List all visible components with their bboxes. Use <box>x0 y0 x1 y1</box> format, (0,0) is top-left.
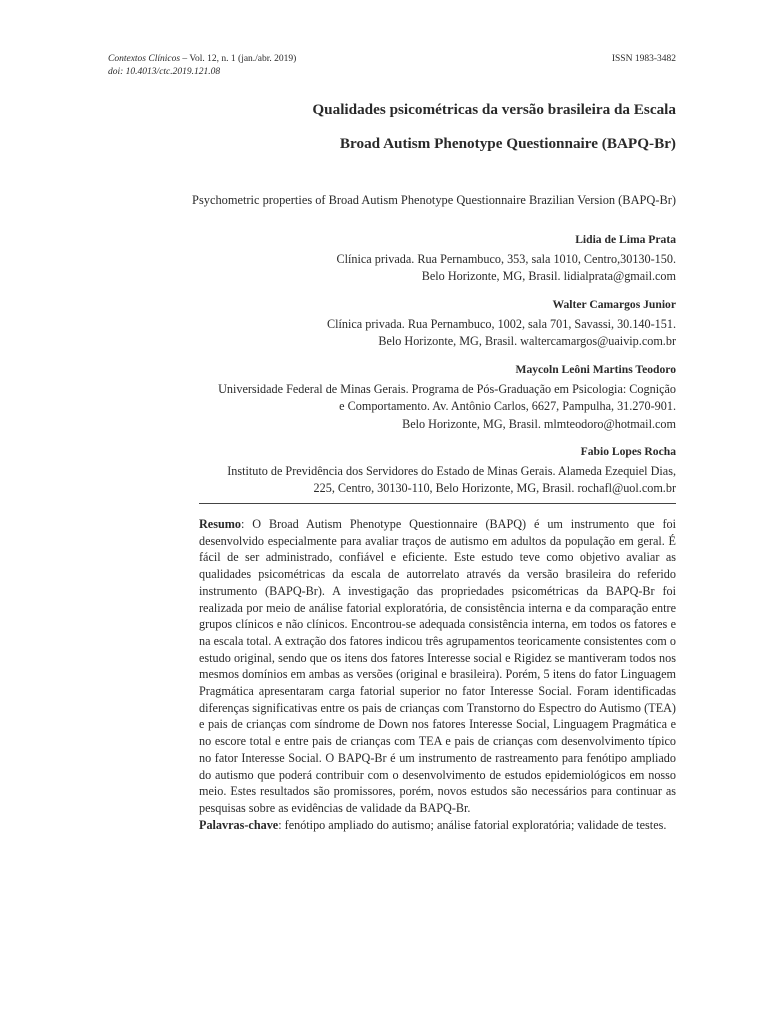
keywords-label: Palavras-chave <box>199 817 279 832</box>
issn: ISSN 1983-3482 <box>611 54 676 64</box>
abstract-label: Resumo <box>199 517 241 531</box>
article-title-line-2: Broad Autism Phenotype Questionnaire (BAPQ-Br) <box>339 135 676 152</box>
author-affiliation-line: Instituto de Previdência dos Servidores do Estado de Minas Gerais. Alameda Ezequiel Dias, <box>227 463 676 478</box>
keywords-paragraph <box>199 817 676 834</box>
author-affiliation-line: 225, Centro, 30130-110, Belo Horizonte, MG, Brasil. rochafl@uol.com.br <box>313 481 676 495</box>
journal-name: Contextos Clínicos <box>108 54 181 64</box>
author-name: Fabio Lopes Rocha <box>580 445 676 458</box>
doi: doi: 10.4013/ctc.2019.121.08 <box>108 67 221 77</box>
author-affiliation-line: Belo Horizonte, MG, Brasil. mlmteodoro@hotmail.com <box>402 416 676 431</box>
author-affiliation-line: Clínica privada. Rua Pernambuco, 353, sala 1010, Centro,30130-150. <box>336 251 676 266</box>
abstract-block <box>199 516 676 833</box>
author-block <box>327 296 676 351</box>
author-name: Walter Camargos Junior <box>552 298 676 311</box>
journal-issue: – Vol. 12, n. 1 (jan./abr. 2019) <box>180 54 297 64</box>
author-name: Maycoln Leôni Martins Teodoro <box>515 363 676 376</box>
journal-citation <box>108 54 296 65</box>
article-title-line-1: Qualidades psicométricas da versão brasileira da Escala <box>312 101 676 118</box>
english-title: Psychometric properties of Broad Autism Phenotype Questionnaire Brazilian Version (BAPQ-Br) <box>192 193 676 207</box>
abstract-paragraph <box>199 516 676 817</box>
author-affiliation-line: Universidade Federal de Minas Gerais. Programa de Pós-Graduação em Psicologia: Cognição <box>218 381 676 396</box>
abstract-text: : O Broad Autism Phenotype Questionnaire (BAPQ) é um instrumento que foi desenvolvido especialmente para avaliar traços de autismo em adultos da população em geral. É fácil de ser administrado, confiável e eficiente. Este estudo teve como objetivo avaliar as qualidades psicométricas da escala de autorrelato através da versão brasileira do referido instrumento (BAPQ-Br). A investigação das propriedades psicométricas da BAPQ-Br foi realizada por meio de análise fatorial exploratória, de consistência interna e da comparação entre grupos clínicos e não clínicos. Encontrou-se adequada consistência interna, em todos os fatores e na escala total. A extração dos fatores indicou três agrupamentos teoricamente consistentes com o estudo original, sendo que os itens dos fatores Interesse social e Rigidez se mantiveram todos nos mesmos domínios em ambas as versões (original e brasileira). Porém, 5 itens do fator Linguagem Pragmática apresentaram carga fatorial superior no fator Interesse Social. Foram identificadas diferenças significativas entre os pais de crianças com Transtorno do Espectro do Autismo (TEA) e pais de crianças com síndrome de Down nos fatores Interesse Social, Linguagem Pragmática e no escore total e entre pais de crianças com TEA e pais de crianças com desenvolvimento típico no fator Interesse Social. O BAPQ-Br é um instrumento de rastreamento para fenótipo ampliado do autismo que poderá contribuir com o desenvolvimento de estudos epidemiológicos em nosso meio. Estes resultados são promissores, porém, novos estudos são necessários para continuar as pesquisas sobre as evidências de validade da BAPQ-Br. <box>199 517 676 815</box>
author-affiliation-line: e Comportamento. Av. Antônio Carlos, 6627, Pampulha, 31.270-901. <box>339 399 676 413</box>
keywords-text: : fenótipo ampliado do autismo; análise fatorial exploratória; validade de testes. <box>278 817 667 832</box>
author-block <box>227 443 676 498</box>
author-affiliation-line: Belo Horizonte, MG, Brasil. lidialprata@gmail.com <box>421 269 676 283</box>
author-affiliation-line: Clínica privada. Rua Pernambuco, 1002, sala 701, Savassi, 30.140-151. <box>327 316 676 331</box>
author-block <box>337 231 677 286</box>
author-block <box>218 361 676 433</box>
author-name: Lidia de Lima Prata <box>575 233 676 246</box>
section-divider <box>199 503 676 504</box>
author-affiliation-line: Belo Horizonte, MG, Brasil. waltercamargos@uaivip.com.br <box>378 334 676 348</box>
